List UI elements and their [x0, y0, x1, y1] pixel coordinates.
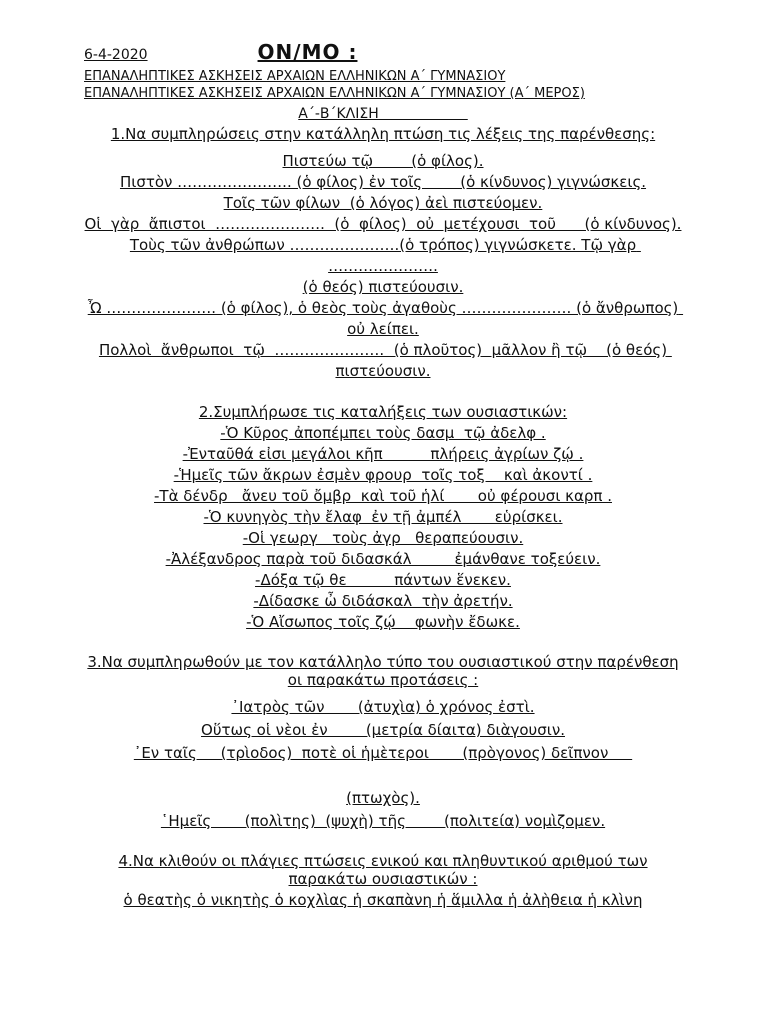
exercise1-line-5: Τοὺς τῶν ἀνθρώπων ………………….(ὁ τρόπος) γιγνώσκετε. Τῷ γὰρ …………………. — [129, 236, 641, 275]
exercise1-instruction: 1.Να συμπληρώσεις στην κατάλληλη πτώση τις λέξεις της παρένθεσης: — [110, 125, 656, 143]
exercise2-line-1: -Ὁ Κῦρος ἀποπέμπει τοὺς δασμ τῷ ἀδελφ . — [220, 424, 546, 442]
exercise3-line-4: (πτωχὸς). — [346, 789, 420, 807]
document-title — [84, 68, 682, 102]
exercise3-line-2: Οὕτως οἱ νὲοι ἐν (μετρία δίαιτα) διὰγουσιν. — [201, 721, 565, 739]
section-heading: Α΄-Β΄ΚΛΙΣΗ — [298, 106, 468, 122]
exercise1-line-1: Πιστεύω τῷ (ὁ φίλος). — [282, 152, 484, 170]
header — [84, 40, 682, 66]
exercise1-line-2: Πιστὸν ………………….. (ὁ φίλος) ἐν τοῖς (ὁ κίνδυνος) γιγνώσκεις. — [119, 173, 647, 191]
exercise2-line-6: -Οἱ γεωργ τοὺς ἀγρ θεραπεύουσιν. — [242, 529, 524, 547]
date: 6-4-2020 — [84, 47, 148, 63]
exercise1-line-7: Ὦ …………………. (ὁ φίλος), ὁ θεὸς τοὺς ἀγαθοὺς …………………. (ὁ ἄνθρωπος) οὐ λείπει. — [87, 299, 684, 338]
exercise4-words: ὁ θεατὴς ὁ νικητὴς ὁ κοχλὶας ἡ σκαπὰνη ἡ ἅμιλλα ἡ ἀλὴθεια ἡ κλὶνη — [123, 891, 643, 909]
exercise2-line-4: -Τὰ δένδρ ἄνευ τοῦ ὄμβρ καὶ τοῦ ἡλί οὐ φέρουσι καρπ . — [154, 487, 612, 505]
exercise1-line-3: Τοῖς τῶν φίλων (ὁ λόγος) ἀεὶ πιστεύομεν. — [223, 194, 543, 212]
exercise4-instruction: 4.Να κλιθούν οι πλάγιες πτώσεις ενικού και πληθυντικού αριθμού των παρακάτω ουσιαστικών : — [118, 852, 648, 888]
exercise1-line-8: Πολλοὶ ἄνθρωποι τῷ …………………. (ὁ πλοῦτος) μᾶλλον ἢ τῷ (ὁ θεός) πιστεύουσιν. — [98, 341, 672, 380]
exercise3-line-1: ᾿Ιατρὸς τῶν (ἀτυχὶα) ὁ χρόνος ἐστὶ. — [231, 698, 535, 716]
exercise2-line-5: -Ὁ κυνηγὸς τὴν ἔλαφ ἐν τῇ ἀμπέλ εὑρίσκει. — [203, 508, 563, 526]
exercise1-line-6: (ὁ θεός) πιστεύουσιν. — [302, 278, 464, 296]
exercise2-line-3: -Ἡμεῖς τῶν ἄκρων ἐσμὲν φρουρ τοῖς τοξ καὶ ἀκοντί . — [173, 466, 593, 484]
exercise2-line-8: -Δόξα τῷ θε πάντων ἕνεκεν. — [255, 571, 511, 589]
title-line-1: ΕΠΑΝΑΛΗΠΤΙΚΕΣ ΑΣΚΗΣΕΙΣ ΑΡΧΑΙΩΝ ΕΛΛΗΝΙΚΩΝ Α΄ ΓΥΜΝΑΣΙΟΥ — [84, 69, 506, 84]
title-line-2: ΕΠΑΝΑΛΗΠΤΙΚΕΣ ΑΣΚΗΣΕΙΣ ΑΡΧΑΙΩΝ ΕΛΛΗΝΙΚΩΝ Α΄ ΓΥΜΝΑΣΙΟΥ (Α΄ ΜΕΡΟΣ) — [84, 86, 585, 101]
exercise1-line-4: Οἱ γὰρ ἄπιστοι …………………. (ὁ φίλος) οὐ μετέχουσι τοῦ (ὁ κίνδυνος). — [84, 215, 682, 233]
exercise2-line-9: -Δίδασκε ὦ διδάσκαλ τὴν ἀρετήν. — [253, 592, 513, 610]
exercise2-instruction: 2.Συμπλήρωσε τις καταλήξεις των ουσιαστικών: — [198, 403, 568, 421]
name-field-label: ON/MO : — [257, 40, 358, 64]
exercise3-instruction: 3.Να συμπληρωθούν με τον κατάλληλο τύπο του ουσιαστικού στην παρένθεση οι παρακάτω προτάσεις : — [87, 653, 679, 689]
exercise2-line-7: -Ἀλέξανδρος παρὰ τοῦ διδασκάλ ἐμάνθανε τοξεύειν. — [165, 550, 601, 568]
exercise2-line-2: -Ἐνταῦθά εἰσι μεγάλοι κῆπ πλήρεις ἀγρίων ζῴ . — [182, 445, 584, 463]
exercise3-line-3: ᾿Εν ταῖς (τρὶοδος) ποτὲ οἱ ἡμὲτεροι (πρὸγονος) δεῖπνον — [133, 744, 633, 762]
exercise3-line-5: ῾Ημεῖς (πολὶτης) (ψυχὴ) τῆς (πολιτεία) νομὶζομεν. — [160, 812, 606, 830]
exercise2-line-10: -Ὁ Αἴσωπος τοῖς ζῴ φωνὴν ἔδωκε. — [246, 613, 520, 631]
